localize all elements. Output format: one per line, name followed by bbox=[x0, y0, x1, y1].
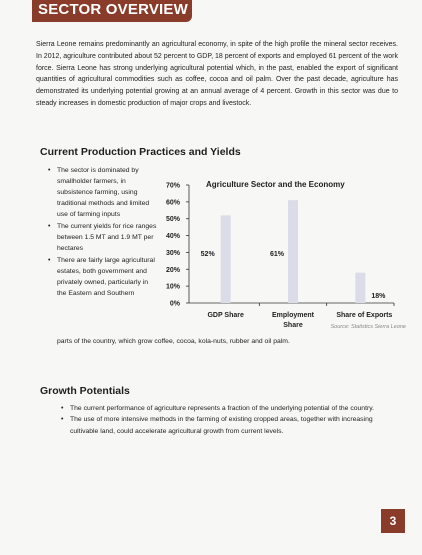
list-item: • The use of more intensive methods in the farming of existing cropped areas, together with increasing cultivable land, could accelerate agricultural growth from current levels. bbox=[61, 414, 401, 437]
y-tick-label: 40% bbox=[165, 233, 180, 241]
intro-paragraph: Sierra Leone remains predominantly an agricultural economy, in spite of the high profile the mineral sector receives. In 2012, agriculture contributed about 52 percent to GDP, 18 percent of exports and employed 61 percent of the work force. Sierra Leone has strong underlying agricultural potential which, in the past, enabled the export of significant quantities of agricultural commodities such as coffee, cocoa and oil palm. Over the past decade, agriculture has demonstrated its underlying potential growing at an annual average of 4 percent. Growth in this sector was due to steady increases in domestic production of major crops and livestock. bbox=[36, 41, 398, 107]
chart-canvas bbox=[158, 170, 408, 335]
list-item: • The current yields for rice ranges between 1.5 MT and 1.9 MT per hectares bbox=[48, 221, 158, 254]
estates-continuation: parts of the country, which grow coffee, cocoa, kola-nuts, rubber and oil palm. bbox=[57, 338, 290, 345]
bar bbox=[221, 215, 231, 303]
x-tick-label: Share of Exports bbox=[336, 312, 393, 319]
page-number: 3 bbox=[381, 509, 405, 533]
section-banner bbox=[32, 0, 192, 22]
y-tick-label: 0% bbox=[169, 300, 180, 308]
growth-potentials-list bbox=[61, 403, 401, 437]
data-label: 52% bbox=[200, 251, 215, 258]
y-tick-label: 60% bbox=[165, 199, 180, 207]
y-tick-label: 30% bbox=[165, 249, 180, 257]
data-label: 61% bbox=[269, 251, 285, 258]
growth-potentials-heading: Growth Potentials bbox=[40, 385, 130, 397]
x-tick-label: GDP Share bbox=[207, 312, 244, 319]
section-title: SECTOR OVERVIEW bbox=[38, 1, 188, 18]
y-tick-label: 70% bbox=[165, 182, 180, 190]
list-item: • The sector is dominated by smallholder farmers, in subsistence farming, using traditional methods and limited use of farming inputs bbox=[48, 165, 158, 220]
y-tick-label: 50% bbox=[165, 216, 180, 224]
x-tick-label: Employment bbox=[271, 312, 315, 319]
y-tick-label: 10% bbox=[165, 283, 180, 291]
bar bbox=[355, 273, 365, 303]
chart-title: Agriculture Sector and the Economy bbox=[206, 180, 345, 189]
current-practices-heading: Current Production Practices and Yields bbox=[40, 146, 241, 158]
data-label: 18% bbox=[371, 293, 386, 300]
chart-source: Source: Statistics Sierra Leone bbox=[330, 324, 406, 330]
agriculture-chart bbox=[158, 170, 408, 335]
y-tick-label: 20% bbox=[165, 266, 180, 274]
bar bbox=[288, 200, 298, 303]
list-item: • The current performance of agriculture represents a fraction of the underlying potential of the country. bbox=[61, 403, 401, 414]
x-tick-label: Share bbox=[283, 322, 303, 329]
list-item: • There are fairly large agricultural estates, both government and privately owned, particularly in the Eastern and Southern bbox=[48, 255, 158, 299]
current-practices-list bbox=[48, 165, 158, 300]
